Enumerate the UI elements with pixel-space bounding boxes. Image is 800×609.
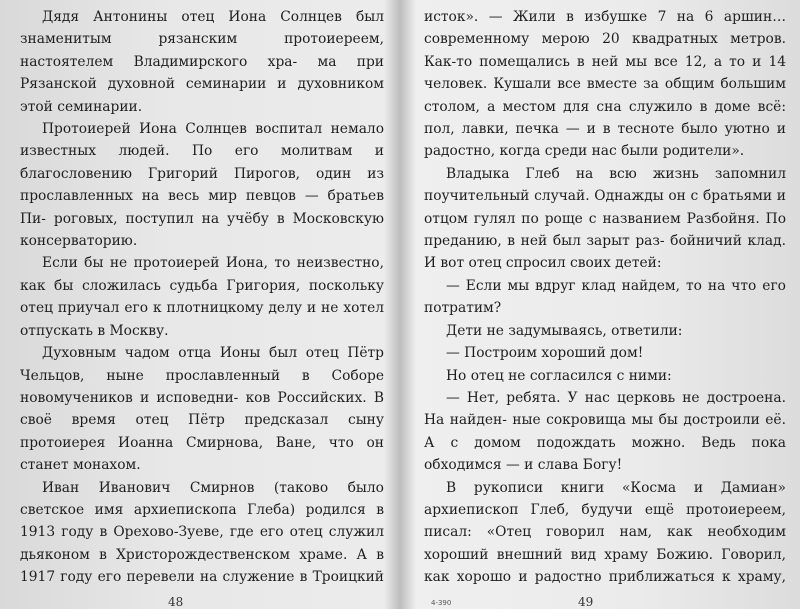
- text-line: ныне прославленный в Соборе новомучеников и исповедни-: [20, 367, 384, 406]
- text-line: Протоиерей Иона Солнцев воспитал немало известных: [20, 121, 384, 160]
- text-line: протоиерея Иоанна Смирнова, Ване, что он станет монахом.: [20, 434, 384, 474]
- paragraph: [424, 477, 786, 591]
- text-line: названием Разбойня. По преданию, в ней был зарыт раз-: [424, 210, 786, 250]
- text-line: лавки, печка — и в тесноте было уютно и радостно, когда: [424, 121, 786, 160]
- text-line: Но отец не согласился с ними:: [446, 367, 672, 384]
- text-line: Дети не задумываясь, ответили:: [446, 322, 683, 339]
- text-line: необходим хороший внешний вид храму Божию. Говорил,: [424, 524, 786, 563]
- text-line: плотницкому делу и не хотел отпускать в Москву.: [20, 300, 384, 339]
- text-line: роговых, поступил на учёбу в Московскую консерваторию.: [20, 210, 384, 250]
- text-line: среди нас были родители».: [544, 143, 745, 160]
- paragraph: [20, 477, 384, 591]
- paragraph: [424, 365, 786, 387]
- text-line: рязанским протоиереем, настоятелем Владимирского хра-: [20, 31, 384, 70]
- signature-mark: 4-390: [431, 599, 452, 607]
- paragraph: [20, 342, 384, 476]
- text-line: Если бы не протоиерей Иона, то неизвестно, как бы: [20, 255, 384, 294]
- text-line: ные сокровища мы бы достроили её. А с домом подождать: [424, 412, 786, 451]
- text-line: храме. А в 1917 году его перевели на служение в Троицкий: [20, 546, 384, 586]
- paragraph: [424, 320, 786, 342]
- text-line: случай. Однажды он с братьями и отцом гулял по роще с: [424, 188, 786, 227]
- text-line: архиепископа Глеба) родился в 1913 году в Орехово-Зуеве,: [20, 501, 384, 541]
- text-line: людей. По его молитвам и благословению Григорий Пирогов,: [20, 143, 384, 182]
- text-line: бойничий клад. И вот отец спросил своих детей:: [424, 233, 786, 272]
- paragraph: [424, 387, 786, 477]
- text-line: один из прославленных на весь мир певцов — братьев Пи-: [20, 165, 384, 227]
- text-line: можно. Ведь пока обходимся — и слава Богу!: [424, 434, 786, 474]
- text-line: В рукописи книги «Косма и Дамиан» архиепископ Глеб,: [424, 479, 786, 518]
- text-line: ков Российских. В своё время отец Пётр предсказал сыну: [20, 389, 384, 429]
- text-line: Дядя Антонины отец Иона Солнцев был знаменитым: [20, 9, 384, 48]
- paragraph: [424, 342, 786, 364]
- text-line: сложилась судьба Григория, поскольку отец приучал его к: [20, 277, 384, 317]
- text-line: мы все 12, а то и 14 человек. Кушали все вместе за общим: [424, 53, 786, 93]
- text-line: мерою 20 квадратных метров. Как-то помещались в ней: [424, 31, 786, 70]
- text-line: как хорошо и радостно приближаться к храму,: [424, 569, 786, 586]
- paragraph: [424, 275, 786, 320]
- text-line: будучи ещё протоиереем, писал: «Отец говорил нам, как: [424, 501, 786, 541]
- paragraph: [20, 252, 384, 342]
- text-line: исток». — Жили в избушке 7 на 6 аршин… современному: [424, 9, 786, 48]
- paragraph: [424, 6, 786, 163]
- text-line: семинарии.: [57, 98, 143, 115]
- paragraph: [424, 163, 786, 275]
- text-line: Владыка Глеб на всю жизнь запомнил поучительный: [424, 165, 786, 205]
- left-page: [20, 6, 384, 591]
- text-line: — Нет, ребята. У нас церковь не достроена. На найден-: [424, 389, 786, 429]
- text-line: Духовным чадом отца Ионы был отец Пётр Чельцов,: [20, 345, 384, 384]
- text-line: где его отец служил дьяконом в Христорождественском: [20, 524, 384, 563]
- right-page: [424, 6, 786, 591]
- text-line: большим столом, а местом для сна служило в доме всё: пол,: [424, 76, 786, 138]
- left-page-number: 48: [168, 595, 184, 609]
- text-line: — Построим хороший дом!: [446, 345, 644, 362]
- text-line: ма при Рязанской духовной семинарии и духовником этой: [20, 53, 384, 115]
- paragraph: [20, 118, 384, 252]
- paragraph: [20, 6, 384, 118]
- text-line: — Если мы вдруг клад найдем, то на что его потратим?: [424, 277, 786, 317]
- text-line: Иван Иванович Смирнов (таково было светское имя: [20, 479, 384, 518]
- right-page-number: 49: [578, 595, 594, 609]
